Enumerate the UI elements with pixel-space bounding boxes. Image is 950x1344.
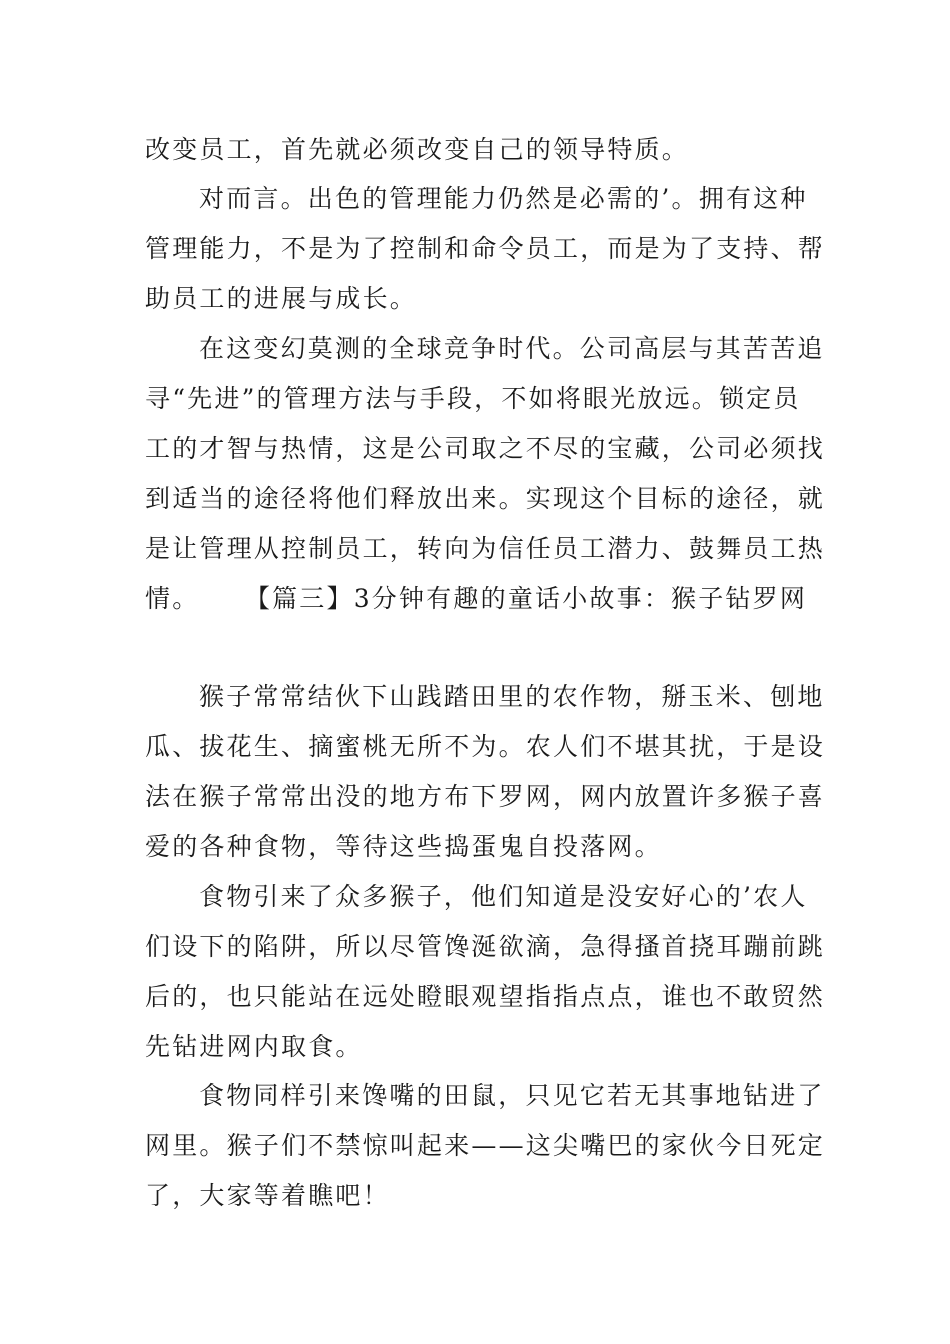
paragraph-line: 到适当的途径将他们释放出来。实现这个目标的途径，就: [145, 484, 826, 513]
paragraph-line: 工的才智与热情，这是公司取之不尽的宝藏，公司必须找: [145, 434, 826, 463]
paragraph-line: 先钻进网内取食。: [145, 1032, 363, 1061]
paragraph-line: 对而言。出色的管理能力仍然是必需的’。拥有这种: [199, 184, 808, 213]
section-heading: 【篇三】3分钟有趣的童话小故事：猴子钻罗网: [257, 584, 808, 613]
paragraph-line: 改变员工，首先就必须改变自己的领导特质。: [145, 135, 690, 164]
paragraph-line-end: 情。: [145, 584, 200, 613]
paragraph-line: 管理能力，不是为了控制和命令员工，而是为了支持、帮: [145, 234, 826, 263]
paragraph-line: 们设下的陷阱，所以尽管馋涎欲滴，急得搔首挠耳蹦前跳: [145, 932, 826, 961]
paragraph-line: 食物引来了众多猴子，他们知道是没安好心的’农人: [199, 882, 808, 911]
paragraph-line: 法在猴子常常出没的地方布下罗网，网内放置许多猴子喜: [145, 782, 826, 811]
paragraph-line: 网里。猴子们不禁惊叫起来——这尖嘴巴的家伙今日死定: [145, 1131, 826, 1160]
paragraph-line: 是让管理从控制员工，转向为信任员工潜力、鼓舞员工热: [145, 534, 826, 563]
paragraph-line: 瓜、拔花生、摘蜜桃无所不为。农人们不堪其扰，于是设: [145, 732, 826, 761]
paragraph-line: 食物同样引来馋嘴的田鼠，只见它若无其事地钻进了: [199, 1081, 825, 1110]
paragraph-line: 猴子常常结伙下山践踏田里的农作物，掰玉米、刨地: [199, 682, 825, 711]
paragraph-line: 寻“先进”的管理方法与手段，不如将眼光放远。锁定员: [145, 384, 801, 413]
paragraph-line: 爱的各种食物，等待这些捣蛋鬼自投落网。: [145, 832, 662, 861]
paragraph-line: 后的，也只能站在远处瞪眼观望指指点点，谁也不敢贸然: [145, 982, 826, 1011]
paragraph-line: 了，大家等着瞧吧！: [145, 1181, 390, 1210]
paragraph-line-with-heading: [145, 583, 807, 615]
paragraph-line: 助员工的进展与成长。: [145, 284, 418, 313]
paragraph-line: 在这变幻莫测的全球竞争时代。公司高层与其苦苦追: [199, 334, 825, 363]
